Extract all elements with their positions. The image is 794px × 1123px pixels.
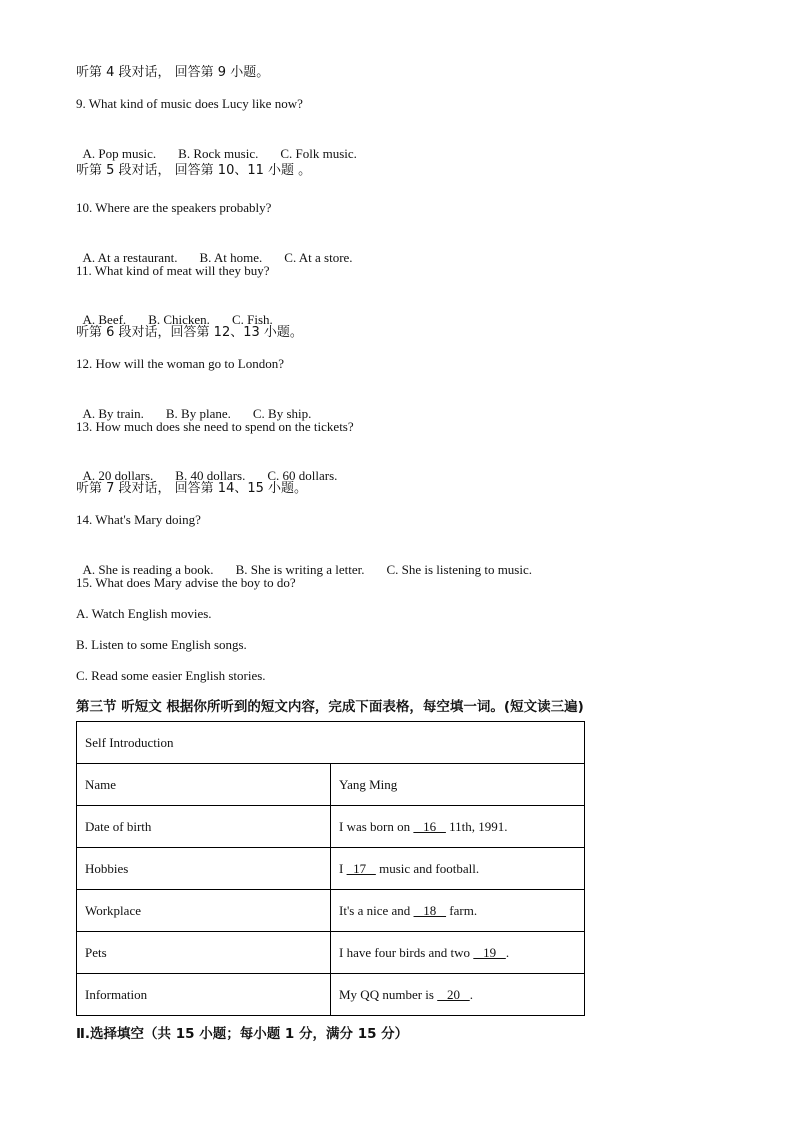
value-text: My QQ number is	[339, 986, 438, 1002]
row-label: Date of birth	[77, 806, 331, 848]
blank-16[interactable]: 16	[413, 818, 446, 834]
option-b: B. 40 dollars.	[175, 468, 246, 483]
row-value	[331, 848, 585, 890]
option-a: A. Pop music.	[82, 146, 157, 161]
section-4-header: 听第 4 段对话， 回答第 9 小题。	[76, 65, 270, 80]
row-value	[331, 764, 585, 806]
table-title: Self Introduction	[77, 722, 585, 764]
option-c: C. By ship.	[252, 406, 312, 421]
question-9-options	[76, 127, 357, 163]
option-b: B. By plane.	[165, 406, 231, 421]
question-9: 9. What kind of music does Lucy like now?	[76, 96, 303, 111]
option-a: A. Beef.	[82, 312, 127, 327]
row-label: Pets	[77, 932, 331, 974]
option-b: B. Rock music.	[178, 146, 259, 161]
self-introduction-table	[76, 721, 585, 1016]
option-b: B. Chicken.	[148, 312, 210, 327]
option-a: A. 20 dollars.	[82, 468, 154, 483]
option-b: B. At home.	[199, 250, 263, 265]
option-c: C. Fish.	[231, 312, 273, 327]
option-c: C. 60 dollars.	[267, 468, 338, 483]
row-label: Workplace	[77, 890, 331, 932]
row-value	[331, 890, 585, 932]
section-7-header: 听第 7 段对话， 回答第 14、15 小题。	[76, 481, 308, 496]
table-row	[77, 764, 585, 806]
row-value	[331, 806, 585, 848]
value-text: It's a nice and	[339, 902, 414, 918]
blank-20[interactable]: 20	[437, 986, 470, 1002]
question-11: 11. What kind of meat will they buy?	[76, 263, 270, 278]
blank-18[interactable]: 18	[413, 902, 447, 918]
blank-17[interactable]: 17	[346, 860, 376, 876]
table-row	[77, 890, 585, 932]
question-15-option-b: B. Listen to some English songs.	[76, 637, 247, 652]
question-13: 13. How much does she need to spend on the tickets?	[76, 419, 354, 434]
part-2-heading: Ⅱ.选择填空（共 15 小题；每小题 1 分，满分 15 分）	[76, 1026, 409, 1042]
option-a: A. By train.	[82, 406, 144, 421]
question-15-option-a: A. Watch English movies.	[76, 606, 212, 621]
value-text: Yang Ming	[339, 776, 398, 792]
value-text: .	[505, 944, 510, 960]
option-c: C. At a store.	[284, 250, 353, 265]
option-a: A. At a restaurant.	[82, 250, 178, 265]
question-14: 14. What's Mary doing?	[76, 512, 201, 527]
row-label: Hobbies	[77, 848, 331, 890]
row-label: Information	[77, 974, 331, 1016]
row-value	[331, 932, 585, 974]
value-text: I have four birds and two	[339, 944, 474, 960]
question-15: 15. What does Mary advise the boy to do?	[76, 575, 296, 590]
value-text: I was born on	[339, 818, 414, 834]
section-6-header: 听第 6 段对话，回答第 12、13 小题。	[76, 325, 303, 340]
value-text: .	[469, 986, 473, 1002]
value-text: I	[339, 860, 347, 876]
question-15-option-c: C. Read some easier English stories.	[76, 668, 266, 683]
table-row	[77, 932, 585, 974]
question-12: 12. How will the woman go to London?	[76, 356, 284, 371]
value-text: farm.	[446, 902, 478, 918]
table-title-row	[77, 722, 585, 764]
blank-19[interactable]: 19	[473, 944, 506, 960]
table-row	[77, 974, 585, 1016]
option-a: A. She is reading a book.	[82, 562, 214, 577]
value-text: 11th, 1991.	[445, 818, 508, 834]
option-b: B. She is writing a letter.	[235, 562, 365, 577]
question-10: 10. Where are the speakers probably?	[76, 200, 272, 215]
option-c: C. She is listening to music.	[386, 562, 533, 577]
row-value	[331, 974, 585, 1016]
part-3-heading: 第三节 听短文 根据你所听到的短文内容，完成下面表格，每空填一词。(短文读三遍)	[76, 699, 584, 715]
option-c: C. Folk music.	[280, 146, 357, 161]
value-text: music and football.	[375, 860, 480, 876]
row-label: Name	[77, 764, 331, 806]
section-5-header: 听第 5 段对话， 回答第 10、11 小题 。	[76, 163, 312, 178]
table-row	[77, 806, 585, 848]
table-row	[77, 848, 585, 890]
